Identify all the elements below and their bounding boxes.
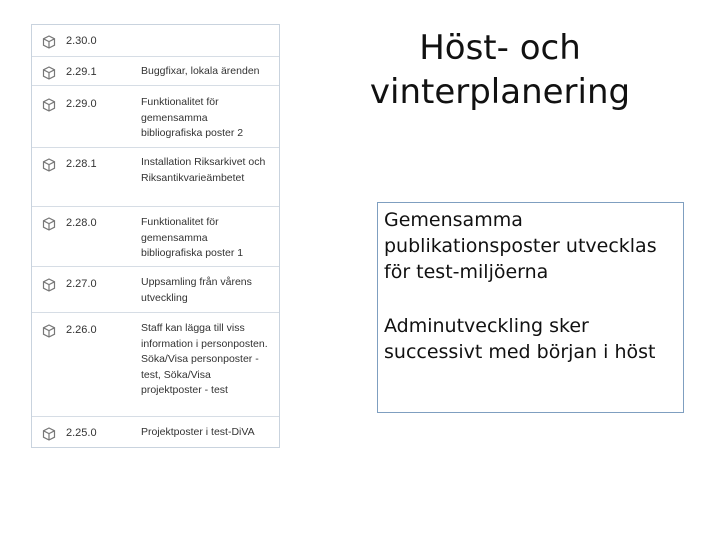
release-row[interactable] (32, 312, 279, 416)
package-icon (42, 35, 56, 49)
release-description: Funktionalitet för gemensamma bibliografiska poster 1 (141, 216, 244, 259)
release-version: 2.30.0 (66, 35, 97, 47)
release-version: 2.29.1 (66, 66, 97, 78)
release-description: Projektposter i test-DiVA (141, 426, 255, 438)
package-icon (42, 217, 56, 231)
release-version: 2.25.0 (66, 427, 97, 439)
release-version: 2.26.0 (66, 324, 97, 336)
release-row[interactable] (32, 266, 279, 312)
release-description: Installation Riksarkivet och Riksantikvarieämbetet (141, 156, 266, 184)
release-description: Buggfixar, lokala ärenden (141, 65, 260, 77)
release-description: Funktionalitet för gemensamma bibliografiska poster 2 (141, 96, 244, 139)
release-description: Staff kan lägga till viss information i personposten. Söka/Visa personposter - test, Söka/Visa projektposter - test (141, 322, 268, 396)
release-version: 2.29.0 (66, 98, 97, 110)
release-row[interactable] (32, 147, 279, 206)
package-icon (42, 66, 56, 80)
release-row[interactable] (32, 56, 279, 85)
package-icon (42, 278, 56, 292)
release-row[interactable] (32, 85, 279, 147)
release-version: 2.28.0 (66, 217, 97, 229)
release-row[interactable] (32, 25, 279, 56)
content-paragraph: Adminutveckling sker successivt med början i höst (384, 315, 656, 363)
content-textbox[interactable] (377, 202, 684, 413)
slide-title: Höst- och vinterplanering (369, 28, 631, 112)
package-icon (42, 427, 56, 441)
package-icon (42, 324, 56, 338)
release-version: 2.27.0 (66, 278, 97, 290)
release-description: Uppsamling från vårens utveckling (141, 276, 252, 304)
release-row[interactable] (32, 416, 279, 447)
release-row[interactable] (32, 206, 279, 266)
release-list (31, 24, 280, 448)
package-icon (42, 98, 56, 112)
package-icon (42, 158, 56, 172)
release-version: 2.28.1 (66, 158, 97, 170)
content-paragraph: Gemensamma publikationsposter utvecklas för test-miljöerna (384, 209, 657, 283)
